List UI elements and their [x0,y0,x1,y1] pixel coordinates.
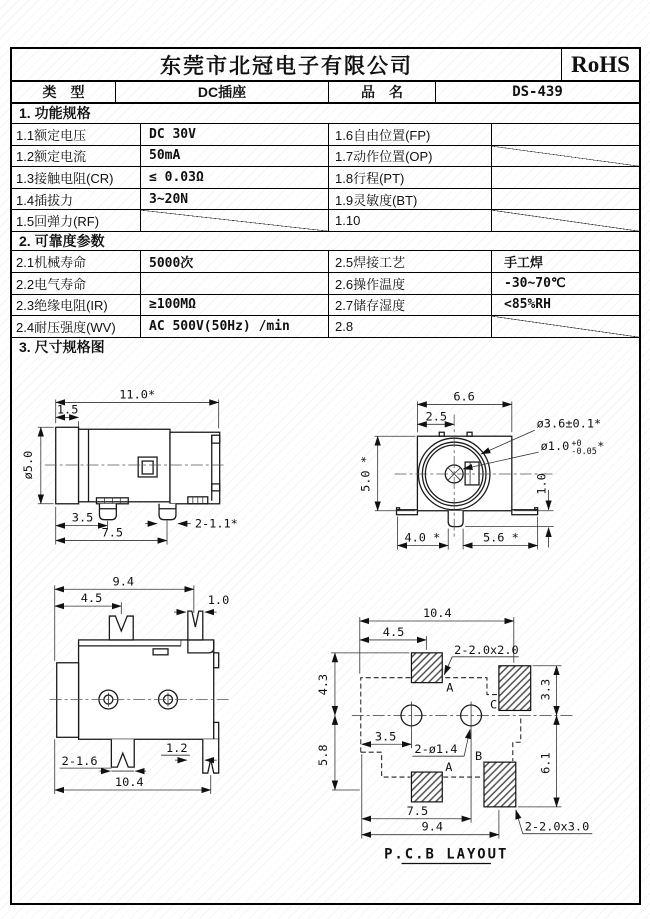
dim-pin2-offset: 7.5 [101,525,124,540]
bottom-view [50,574,232,794]
dim-holes: 2-ø1.4 [414,742,458,757]
spec-label: 1.3接触电阻(CR) [12,167,141,189]
spec-value: AC 500V(50Hz) /min [141,316,329,338]
reliability-table [12,250,639,338]
label-c: C [489,697,498,712]
dim-pad-bottom-size: 2-2.0x3.0 [524,819,590,834]
dim-pin1-offset: 3.5 [71,510,94,525]
pcb-layout-title: P.C.B LAYOUT [384,846,509,863]
spec-label: 1.4插拔力 [12,189,141,211]
company-name: 东莞市北冠电子有限公司 [160,54,413,78]
datasheet-page [10,47,641,905]
dim-right-pin: 5.6 * [482,530,519,545]
title-bar [12,49,639,82]
technical-drawing-canvas [12,356,639,898]
spec-label: 2.8 [329,316,492,338]
pad-b [484,762,516,807]
dim-center-offset: 2.5 [425,409,448,424]
spec-value: 50mA [141,146,329,168]
dim-step: 1.2 [166,741,188,756]
spec-label: 1.1额定电压 [12,124,141,146]
dim-body-width: 9.4 [112,574,135,589]
dim-pad-top-size: 2-2.0x2.0 [454,642,519,657]
type-label: 类 型 [12,82,116,102]
spec-label: 2.2电气寿命 [12,273,141,295]
dim-barrel-diameter: ø5.0 [20,450,35,480]
name-value: DS-439 [512,84,563,101]
dim-pin-hole-tol-upper: +0 [571,438,582,449]
label-a-bottom: A [445,760,453,775]
spec-label: 2.6操作温度 [329,273,492,295]
pcb-layout [316,606,592,863]
side-view [21,387,238,544]
dim-right-upper: 3.3 [538,678,553,701]
dim-total-width: 10.4 [422,606,452,621]
pcb-dimensions [316,606,592,863]
dim-upper-height: 4.3 [315,673,330,696]
section-3-title: 3. 尺寸规格图 [19,339,105,355]
spec-label: 1.8行程(PT) [329,167,492,189]
pad-top [411,653,442,683]
spec-label: 2.3绝缘电阻(IR) [12,295,141,317]
spec-value-empty [492,316,639,338]
dim-body-height: 5.0 * [358,456,373,492]
label-b: B [475,749,483,764]
dim-pin-hole-star: * [597,439,605,454]
dim-pin3-width: 2-1.6 [61,754,98,769]
pad-c [499,666,531,711]
dim-overall-width: 11.0* [119,387,156,402]
side-view-outline [45,427,226,519]
spec-label: 1.7动作位置(OP) [329,146,492,168]
dim-pin1-offset: 4.5 [80,591,103,606]
dim-lower-height: 5.8 [315,744,330,766]
dim-barrel-bore: ø3.6±0.1* [536,416,602,431]
spec-value-empty [492,210,639,232]
type-value: DC插座 [116,82,329,102]
pad-a [411,772,442,802]
section-1-title: 1. 功能规格 [19,105,91,122]
dim-overall-width: 10.4 [114,774,144,789]
spec-label: 1.6自由位置(FP) [329,124,492,146]
bottom-view-outline [50,611,232,773]
spec-label: 1.2额定电流 [12,146,141,168]
spec-label: 1.5回弹力(RF) [12,210,141,232]
label-a-top: A [446,680,454,695]
dim-pin-hole-tol-lower: -0.05 [571,446,597,457]
dim-hole-offset: 3.5 [374,729,397,744]
spec-label: 1.9灵敏度(BT) [329,189,492,211]
spec-value [492,124,639,146]
spec-value: 5000次 [141,251,329,273]
spec-value: DC 30V [141,124,329,146]
spec-label: 2.4耐压强度(WV) [12,316,141,338]
spec-value [492,189,639,211]
front-view [359,389,605,549]
spec-value-empty [492,146,639,168]
spec-value: -30~70℃ [492,273,639,295]
spec-label: 2.5焊接工艺 [329,251,492,273]
dim-span1: 7.5 [406,803,429,818]
rohs-badge: RoHS [561,49,639,80]
spec-value-empty [141,273,329,295]
spec-label: 2.7储存湿度 [329,295,492,317]
spec-value: 3~20N [141,189,329,211]
dim-body-width: 6.6 [453,389,475,404]
spec-value-empty [141,210,329,232]
dim-pin-width: 2-1.1* [194,516,238,531]
dim-right-lower: 6.1 [538,752,553,774]
dim-pin2-width: 1.0 [207,593,230,608]
spec-label: 2.1机械寿命 [12,251,141,273]
spec-value [492,167,639,189]
dimension-drawings [12,356,639,903]
spec-value: ≤ 0.03Ω [141,167,329,189]
dim-pin-hole: ø1.0 [540,439,570,454]
dim-span2: 9.4 [421,819,444,834]
spec-value: <85%RH [492,295,639,317]
spec-table [12,123,639,232]
spec-value: 手工焊 [492,251,639,273]
product-row [12,82,639,104]
dim-pad-offset: 4.5 [382,624,405,639]
section-2-title: 2. 可靠度参数 [19,233,105,249]
name-label: 品 名 [329,82,436,102]
spec-value: ≥100MΩ [141,295,329,317]
dim-flange-height: 1.0 [534,473,549,495]
spec-label: 1.10 [329,210,492,232]
dim-barrel-length: 1.5 [56,402,79,417]
dim-left-pin: 4.0 * [404,530,441,545]
